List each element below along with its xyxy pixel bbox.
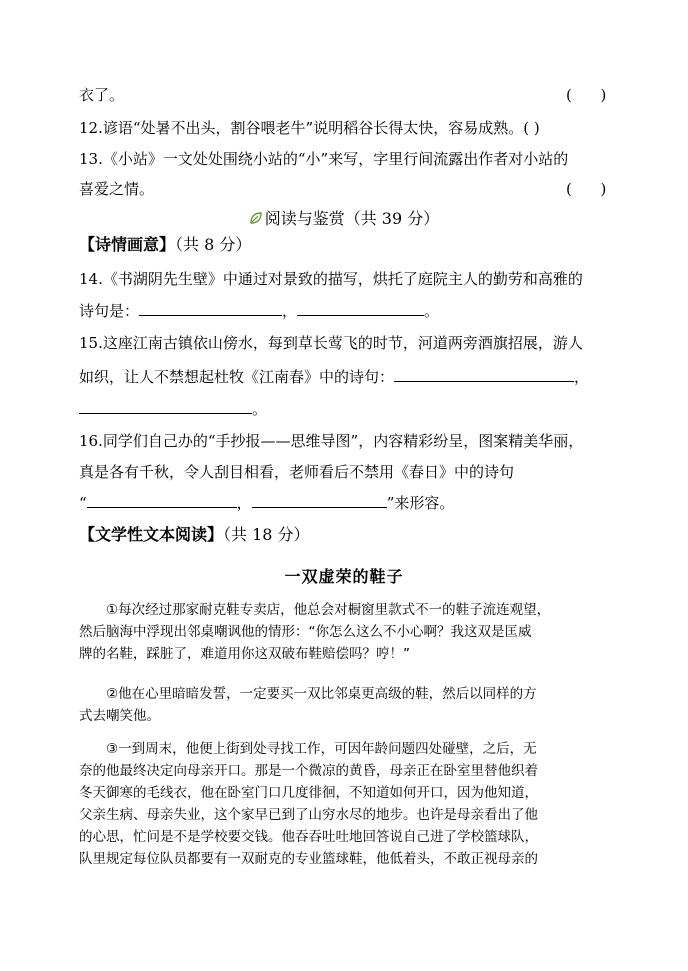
q16-comma: ， <box>236 494 252 512</box>
paragraph-line: 的心思，忙问是不是学校要交钱。他吞吞吐吐地回答说自己进了学校篮球队， <box>79 829 538 845</box>
paragraph-1 <box>79 599 613 665</box>
item11-end <box>79 84 609 106</box>
q14-prefix: 诗句是： <box>79 302 140 320</box>
q15-end: 。 <box>252 400 268 418</box>
q15-comma: ， <box>574 368 590 386</box>
answer-blank[interactable] <box>297 299 424 316</box>
q16-close: ”来形容。 <box>386 494 455 512</box>
q14-line1: 14.《书湖阴先生壁》中通过对景致的描写，烘托了庭院主人的勤劳和高雅的 <box>79 270 583 288</box>
answer-blank[interactable] <box>139 299 282 316</box>
paragraph-line: 冬天御寒的毛线衣，他在卧室门口几度徘徊，不知道如何开口，因为他知道， <box>79 785 538 801</box>
poetry-heading-label: 【诗情画意】 <box>79 235 176 254</box>
paragraph-line: 然后脑海中浮现出邻桌嘲讽他的情形：“你怎么这么不小心啊？我这双是匡威 <box>79 624 532 640</box>
q16-line3 <box>79 491 609 514</box>
literature-heading-label: 【文学性文本阅读】 <box>79 525 224 544</box>
leaf-icon <box>249 211 263 225</box>
q16-line2: 真是各有千秋，令人刮目相看，老师看后不禁用《春日》中的诗句 <box>79 463 515 481</box>
paragraph-line: 父亲生病、母亲失业，这个家早已到了山穷水尽的地步。也许是母亲看出了他 <box>79 807 538 823</box>
q14-line2 <box>79 299 609 322</box>
q15-line2 <box>79 365 609 388</box>
paragraph-2 <box>79 683 613 727</box>
q15-line1: 15.这座江南古镇依山傍水，每到草长莺飞的时节，河道两旁酒旗招展，游人 <box>79 334 583 352</box>
item13-line2: 喜爱之情。 <box>79 180 155 198</box>
q15-line3 <box>79 397 609 420</box>
q14-comma: ， <box>282 302 298 320</box>
answer-blank[interactable] <box>87 491 237 508</box>
answer-blank[interactable] <box>394 365 574 382</box>
paragraph-line: ③一到周末，他便上街到处寻找工作，可因年龄问题四处碰壁，之后，无 <box>106 741 537 757</box>
item11-end-text: 衣了。 <box>79 86 125 104</box>
answer-parentheses: ( ) <box>566 86 607 104</box>
paragraph-line: 牌的名鞋，踩脏了，难道用你这双破布鞋赔偿吗？哼！” <box>79 646 410 662</box>
literature-score: （共 18 分） <box>223 525 310 544</box>
answer-parentheses: ( ) <box>566 180 607 198</box>
q16-open-quote: “ <box>79 494 87 512</box>
paragraph-line: 式去嘲笑他。 <box>79 708 160 724</box>
paragraph-line: 奈的他最终决定向母亲开口。那是一个微凉的黄昏，母亲正在卧室里替他织着 <box>79 763 538 779</box>
paragraph-line: ①每次经过那家耐克鞋专卖店，他总会对橱窗里款式不一的鞋子流连观望， <box>106 602 551 618</box>
q14-end: 。 <box>424 302 440 320</box>
story-title: 一双虚荣的鞋子 <box>284 567 404 586</box>
literature-heading <box>79 524 310 546</box>
answer-blank[interactable] <box>252 491 387 508</box>
poetry-score: （共 8 分） <box>175 235 252 254</box>
paragraph-line: ②他在心里暗暗发誓，一定要买一双比邻桌更高级的鞋，然后以同样的方 <box>106 686 537 702</box>
answer-blank[interactable] <box>79 397 252 414</box>
q16-line1: 16.同学们自己办的“手抄报——思维导图”，内容精彩纷呈，图案精美华丽， <box>79 432 584 450</box>
poetry-heading <box>79 234 251 256</box>
q15-prefix: 如织，让人不禁想起杜牧《江南春》中的诗句： <box>79 368 395 386</box>
section-title <box>0 208 688 230</box>
paragraph-line: 队里规定每位队员都要有一双耐克的专业篮球鞋，他低着头，不敢正视母亲的 <box>79 851 538 867</box>
section-title-text: 阅读与鉴赏（共 39 分） <box>264 209 440 228</box>
item13-line1: 13.《小站》一文处处围绕小站的“小”来写，字里行间流露出作者对小站的 <box>79 150 569 168</box>
paragraph-3 <box>79 738 613 870</box>
item12: 12.谚语“处暑不出头，割谷喂老牛”说明稻谷长得太快，容易成熟。( ) <box>79 119 540 137</box>
